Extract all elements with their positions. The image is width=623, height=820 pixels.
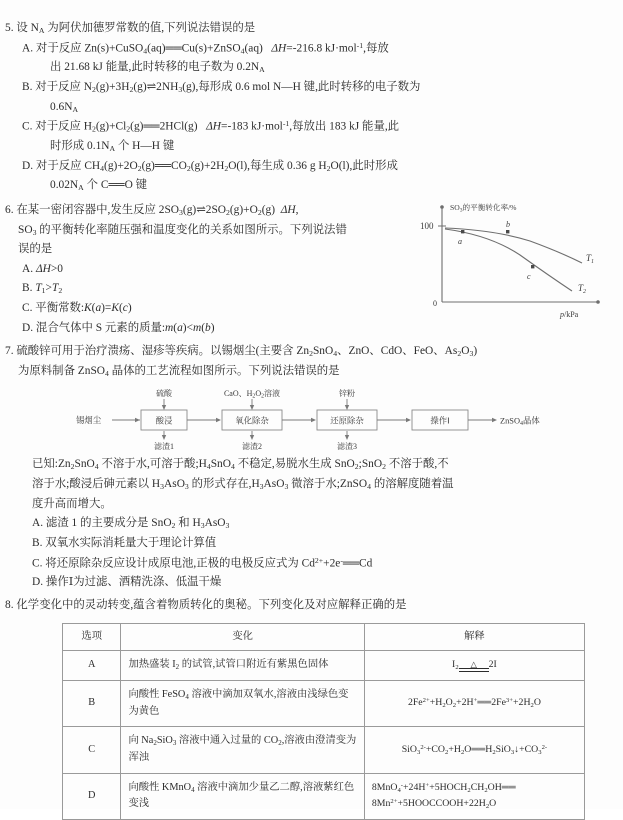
table-header-row	[63, 623, 585, 651]
flowchart-svg	[72, 387, 552, 451]
table-row	[63, 651, 585, 681]
chart-label-T1: $T_1$	[586, 252, 595, 265]
flow-connector-2-head	[311, 418, 316, 422]
question-5-number: 5.	[5, 22, 14, 34]
chart-point-a-label: a	[458, 236, 462, 246]
question-5-option-a: A. 对于反应 Zn(s)+CuSO$_4$(aq)══Cu(s)+ZnSO$_4$(aq) ΔH=-216.8 kJ·mol$^{-1}$,每放 出 21.68 kJ 能量,此时转移的电子数为 $0.2N_A$	[22, 40, 389, 75]
question-7-option-c: C. 将还原除杂反应设计成原电池,正极的电极反应式为 $Cd^{2+}+2e^-══Cd$	[32, 555, 373, 569]
table-cell-explain-b: $2Fe^{2+}+H_2O_2+2H^+══2Fe^{3+}+2H_2O$	[364, 680, 584, 726]
question-5-option-d: D. 对于反应 $CH_4(g)+2O_2(g)══CO_2(g)+2H_2O(l)$,每生成 0.36 g $H_2O(l)$,此时形成 $0.02N_A$ 个 C══O 键	[22, 159, 398, 193]
chart-y-axis-cap	[440, 205, 444, 209]
chart-x-axis-title: p/kPa	[560, 309, 579, 319]
question-6-stem-line2: $SO_3$ 的平衡转化率随压强和温度变化的关系如图所示。下列说法错	[18, 223, 347, 237]
question-7-known-line1: 已知$:Zn_2SnO_4$ 不溶于水,可溶于酸$;H_4SnO_4$ 不稳定,易脱水生成 SnO$_2$;SnO$_2$ 不溶于酸,不	[32, 458, 449, 472]
question-8-number: 8.	[5, 598, 14, 611]
chart-series-T1	[445, 228, 582, 263]
option-label: B.	[32, 536, 43, 549]
question-7-option-a: A. 滤渣 1 的主要成分是 SnO$_2$ 和 $H_3AsO_3$	[32, 517, 230, 531]
question-6-option-a: A. ΔH>0	[22, 262, 63, 275]
table-cell-option-c: C	[63, 727, 121, 773]
chart-y-axis-title: $SO_3$的平衡转化率/%	[450, 202, 517, 214]
chart-x-axis-cap	[596, 300, 600, 304]
question-5-stem: 5. 设 $N_A$ 为阿伏加德罗常数的值,下列说法错误的是	[5, 22, 256, 36]
flow-step-2-residue-arrowhead	[249, 435, 253, 440]
question-6-option-d: D. 混合气体中 S 元素的质量:m(a)<m(b)	[22, 321, 215, 334]
chart-svg	[400, 199, 615, 321]
table-cell-explain-c: $SiO_3^{2-}+CO_2+H_2O══H_2SiO_3↓+CO_3^{2-}$	[364, 727, 584, 773]
table-header-change: 变化	[121, 623, 364, 651]
question-7-known-line2: 溶于水;酸浸后砷元素以 $H_3AsO_3$ 的形式存在$,H_3AsO_3$ 微溶于水;ZnSO$_4$ 的溶解度随着温	[32, 478, 454, 492]
table-row	[63, 773, 585, 819]
question-6-option-b: B. $T_1>T_2$	[22, 282, 63, 296]
changes-explanation-table	[62, 623, 585, 820]
table-head	[63, 623, 585, 651]
question-7-option-b: B. 双氧水实际消耗量大于理论计算值	[32, 536, 217, 549]
question-8-stem	[0, 596, 623, 616]
table-cell-change-a: 加热盛装 $I_2$ 的试管,试管口附近有紫黑色固体	[121, 651, 364, 681]
question-7-number: 7.	[5, 345, 14, 358]
equilibrium-conversion-chart	[400, 199, 615, 321]
flow-step-1-residue: 滤渣1	[153, 442, 174, 452]
question-7-stem-line2: 为原料制备 ZnSO$_4$ 晶体的工艺流程如图所示。下列说法错误的是	[18, 364, 340, 379]
option-label: D.	[22, 321, 34, 334]
flow-step-3-residue: 滤渣3	[336, 442, 357, 452]
chart-origin-label: 0	[433, 298, 437, 308]
table-body	[63, 651, 585, 820]
question-7-option-d: D. 操作Ⅰ为过滤、酒精洗涤、低温干燥	[32, 576, 222, 589]
flow-step-3-reagent: 锌粉	[338, 389, 355, 399]
chart-ytick-100-label: 100	[420, 220, 434, 231]
flow-input-label: 锡烟尘	[75, 416, 101, 426]
process-flowchart	[0, 387, 623, 451]
flow-step-1-residue-arrowhead	[161, 435, 165, 440]
question-6	[0, 201, 623, 338]
reaction-arrow-heat	[459, 661, 489, 671]
option-label: C.	[32, 556, 43, 569]
question-7-known-line3: 度升高而增大。	[32, 497, 112, 510]
table-header-explain: 解释	[364, 623, 584, 651]
flow-arrow-out-head	[492, 418, 497, 422]
flow-step-1-label: 酸浸	[155, 416, 172, 426]
flow-step-3-reagent-arrowhead	[344, 405, 348, 410]
chart-point-c	[531, 265, 534, 268]
flow-connector-3-head	[406, 418, 411, 422]
chart-point-b-label: b	[506, 219, 510, 229]
question-7	[0, 342, 623, 593]
flow-step-3-label: 还原除杂	[329, 416, 364, 426]
option-label: A.	[32, 517, 44, 530]
flow-connector-1-head	[216, 418, 221, 422]
question-8-stem-text: 化学变化中的灵动转变,蕴含着物质转化的奥秘。下列变化及对应解释正确的是	[16, 598, 407, 611]
question-6-stem-line3: 误的是	[18, 243, 53, 256]
flow-output-label: ZnSO4晶体	[499, 416, 540, 428]
flow-step-3-residue-arrowhead	[344, 435, 348, 440]
table-cell-option-b: B	[63, 680, 121, 726]
flow-step-1-reagent: 硫酸	[155, 389, 172, 399]
flow-step-2-residue: 滤渣2	[241, 442, 262, 452]
table-cell-change-c: 向 $Na_2SiO_3$ 溶液中通入过量的 $CO_2$,溶液由澄清变为浑浊	[121, 727, 364, 773]
question-7-stem-line1: 7. 硫酸锌可用于治疗溃疡、湿疹等疾病。以锡烟尘(主要含 $Zn_2SnO_4$、ZnO、CdO、FeO、$As_2O_3$)	[5, 345, 478, 359]
question-6-number: 6.	[5, 203, 14, 216]
flow-arrow-in-head	[135, 418, 140, 422]
option-label: A.	[22, 262, 34, 275]
table-row	[63, 727, 585, 773]
question-5-option-c: C. 对于反应 $H_2(g)+Cl_2(g)══2HCl(g)$ ΔH=-183 kJ·mol$^{-1}$,每放出 183 kJ 能量,此 时形成 $0.1N_A$ 个 H—H 键	[22, 119, 400, 154]
flow-step-2-reagent-arrowhead	[249, 405, 253, 410]
option-label: B.	[22, 81, 33, 94]
option-label: C.	[22, 120, 33, 133]
option-label: C.	[22, 302, 33, 315]
table-cell-option-a: A	[63, 651, 121, 681]
chart-point-b	[506, 230, 509, 233]
chart-point-c-label: c	[527, 271, 531, 281]
option-label: D.	[32, 576, 44, 589]
question-6-text	[0, 201, 395, 338]
table-cell-explain-d: $8MnO_4^-+24H^++5HOCH_2CH_2OH══$ $8Mn^{2+}+5HOOCCOOH+22H_2O$	[364, 773, 584, 819]
table-cell-change-b: 向酸性 FeSO$_4$ 溶液中滴加双氧水,溶液由浅绿色变为黄色	[121, 680, 364, 726]
table-cell-change-d: 向酸性 KMnO$_4$ 溶液中滴加少量乙二醇,溶液紫红色变浅	[121, 773, 364, 819]
question-5-option-b: B. 对于反应 $N_2(g)+3H_2(g)\rightleftharpoons 2NH_3(g)$,每形成 0.6 mol N—H 键,此时转移的电子数为 $0.6N_A$	[22, 81, 421, 114]
table-cell-explain-a: $I_2$ △ 2I	[364, 651, 584, 681]
option-label: D.	[22, 159, 34, 172]
flow-step-2-reagent: CaO、H2O2溶液	[223, 389, 280, 400]
question-6-stem-line1: 6. 在某一密闭容器中,发生反应 $2SO_3(g)\rightleftharpoons 2SO_2(g)+O_2(g)$ ΔH,	[5, 203, 299, 218]
flow-step-4-label: 操作Ⅰ	[429, 416, 450, 426]
flow-step-1-reagent-arrowhead	[161, 405, 165, 410]
question-5	[0, 0, 623, 196]
question-6-option-c: C. 平衡常数:K(a)=K(c)	[22, 302, 132, 315]
chart-label-T2: $T_2$	[578, 282, 587, 295]
reaction-condition-heat: △	[470, 660, 477, 670]
question-8	[0, 596, 623, 820]
table-row	[63, 680, 585, 726]
table-cell-option-d: D	[63, 773, 121, 819]
table-header-option: 选项	[63, 623, 121, 651]
chart-series-T2	[445, 229, 572, 291]
chart-point-a	[461, 230, 464, 233]
option-label: A.	[22, 41, 34, 54]
option-label: B.	[22, 282, 33, 295]
flow-step-2-label: 氧化除杂	[234, 416, 269, 426]
